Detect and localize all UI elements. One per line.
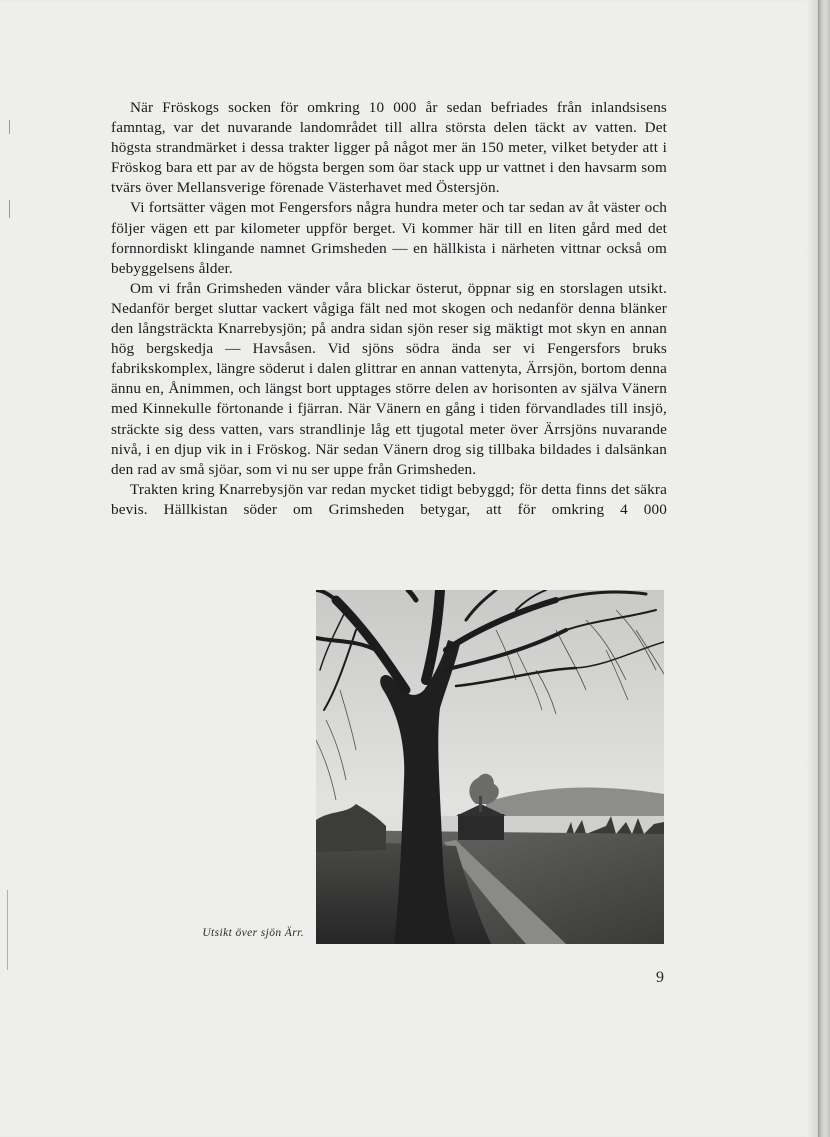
body-text (111, 98, 667, 520)
paragraph: När Fröskogs socken för omkring 10 000 år sedan befriades från inlandsisens famntag, var det nuvarande landområdet till allra största delen täckt av vatten. Det högsta strandmärket i dessa trakter ligger på något mer än 150 meter, vilket betyder att i Fröskog bara ett par av de högsta bergen som öar stack upp ur vattnet i den havsarm som tvärs över Mellansverige förenade Västerhavet med Östersjön. (111, 99, 667, 197)
page-binding-edge (818, 0, 830, 1137)
page-stack-edge (806, 0, 818, 1137)
paragraph: Trakten kring Knarrebysjön var redan mycket tidigt bebyggd; för detta finns det säkra bevis. Hällkistan söder om Grimsheden betygar, att för omkring 4 000 (111, 480, 667, 518)
landscape-photo (316, 590, 664, 944)
page-number: 9 (656, 969, 664, 986)
margin-mark (9, 200, 10, 218)
margin-mark (7, 890, 8, 970)
margin-mark (9, 120, 10, 134)
paragraph: Om vi från Grimsheden vänder våra blickar österut, öppnar sig en storslagen utsikt. Nedanför berget sluttar vackert vågiga fält ned mot skogen och nedanför denna blänker den långsträckta Knarrebysjön; på andra sidan sjön reser sig mäktigt mot skyn en annan hög bergskedja — Havsåsen. Vid sjöns södra ända ser vi Fengersfors bruks fabrikskomplex, längre söderut i dalen glittrar en annan vattenyta, Ärrsjön, bortom denna ännu en, Ånimmen, och längst bort upptages större delen av horisonten av själva Vänern med Kinnekulle förtonande i fjärran. När Vänern en gång i tiden förvandlades till insjö, sträckte sig dess vatten, vars strandlinje låg ett tjugotal meter över Ärrsjöns nuvarande nivå, i en djup vik in i Fröskog. När sedan Vänern drog sig tillbaka bildades i dalsänkan den rad av små sjöar, som vi nu ser uppe från Grimsheden. (111, 279, 667, 478)
paragraph: Vi fortsätter vägen mot Fengersfors några hundra meter och tar sedan av åt väster och följer vägen ett par kilometer uppför berget. Vi kommer här till en liten gård med det fornnordiskt klingande namnet Grimsheden — en hällkista i närheten vittnar också om bebyggelsens ålder. (111, 199, 667, 277)
photo-caption: Utsikt över sjön Ärr. (202, 927, 304, 939)
tree-lake-illustration (316, 590, 664, 944)
